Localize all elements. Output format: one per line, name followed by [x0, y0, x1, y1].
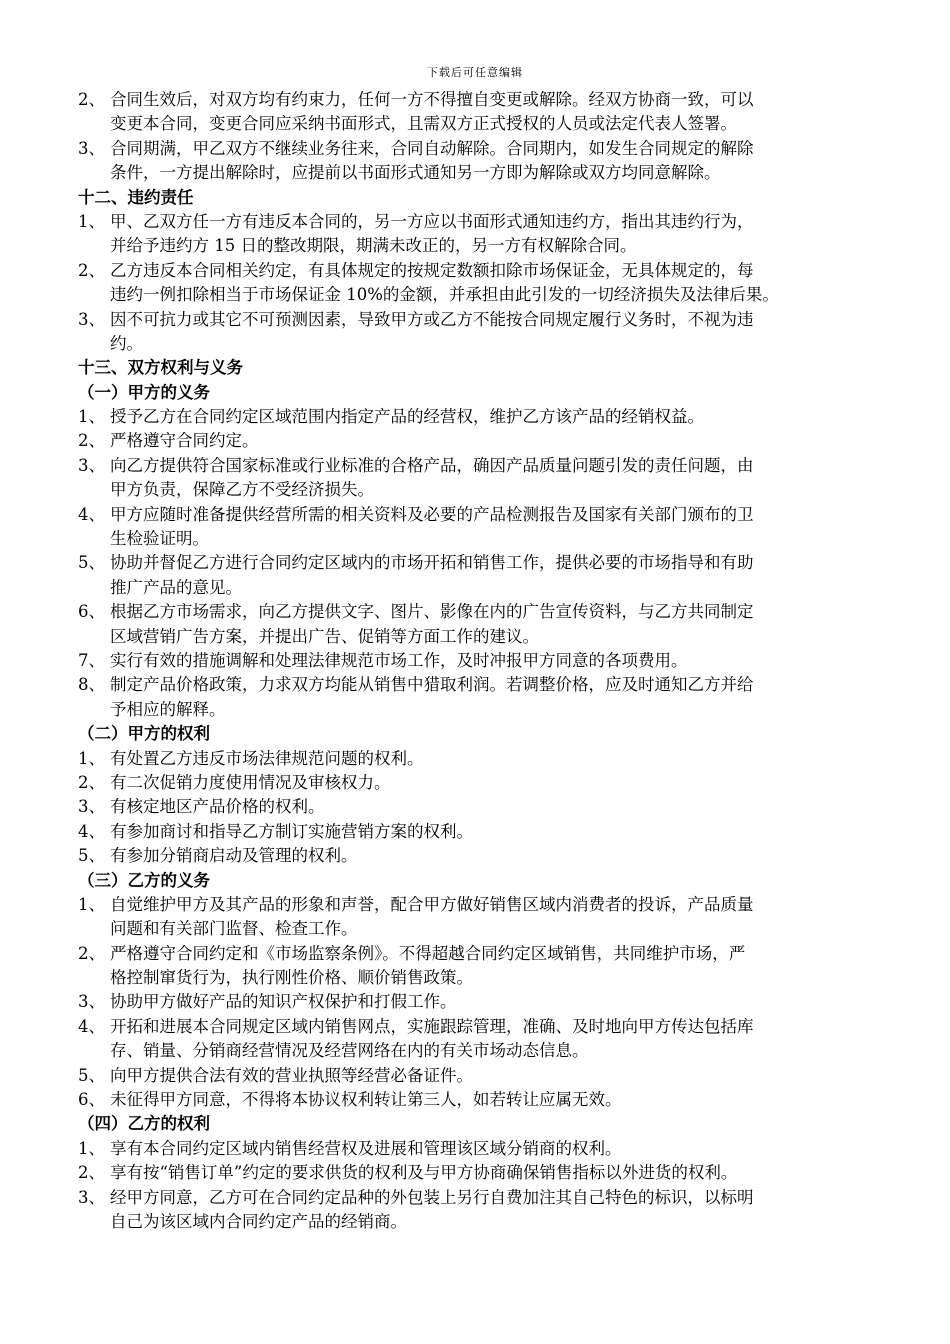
list-item — [78, 795, 878, 819]
item-number: 5、 — [78, 846, 105, 866]
item-number: 6、 — [78, 602, 105, 622]
list-item — [78, 1137, 878, 1161]
line-text: （一）甲方的义务 — [78, 382, 210, 402]
line-text: 自觉维护甲方及其产品的形象和声誉，配合甲方做好销售区域内消费者的投诉，产品质量 — [110, 894, 754, 914]
line-text: 严格遵守合同约定。 — [110, 431, 259, 451]
list-item-continuation — [78, 112, 878, 136]
subsection-heading — [78, 722, 878, 746]
line-text: 生检验证明。 — [110, 529, 209, 549]
item-number: 3、 — [78, 1187, 105, 1207]
list-item — [78, 405, 878, 429]
item-number: 6、 — [78, 1090, 105, 1110]
line-text: 开拓和进展本合同规定区域内销售网点，实施跟踪管理，准确、及时地向甲方传达包括库 — [110, 1016, 754, 1036]
line-text: 乙方违反本合同相关约定，有具体规定的按规定数额扣除市场保证金，无具体规定的，每 — [110, 260, 754, 280]
list-item — [78, 551, 878, 575]
document-body — [78, 88, 878, 1234]
line-text: 并给予违约方 15 日的整改期限，期满未改正的，另一方有权解除合同。 — [110, 236, 637, 256]
list-item-continuation — [78, 576, 878, 600]
item-number: 2、 — [78, 1163, 105, 1183]
line-text: 制定产品价格政策，力求双方均能从销售中猎取利润。若调整价格，应及时通知乙方并给 — [110, 675, 754, 695]
list-item — [78, 893, 878, 917]
list-item — [78, 673, 878, 697]
line-text: 推广产品的意见。 — [110, 577, 242, 597]
page-header: 下载后可任意编辑 — [427, 66, 523, 79]
item-number: 5、 — [78, 553, 105, 573]
line-text: 格控制窜货行为，执行刚性价格、顺价销售政策。 — [110, 968, 473, 988]
list-item — [78, 88, 878, 112]
line-text: 有核定地区产品价格的权利。 — [110, 797, 325, 817]
line-text: 问题和有关部门监督、检查工作。 — [110, 919, 358, 939]
list-item-continuation — [78, 527, 878, 551]
item-number: 2、 — [78, 90, 105, 109]
item-number: 4、 — [78, 1016, 105, 1036]
list-item — [78, 747, 878, 771]
list-item-continuation — [78, 917, 878, 941]
subsection-heading — [78, 381, 878, 405]
line-text: 享有按“销售订单”约定的要求供货的权利及与甲方协商确保销售指标以外进货的权利。 — [110, 1163, 738, 1183]
line-text: 因不可抗力或其它不可预测因素，导致甲方或乙方不能按合同规定履行义务时，不视为违 — [110, 309, 754, 329]
item-number: 3、 — [78, 797, 105, 817]
item-number: 2、 — [78, 943, 105, 963]
list-item — [78, 210, 878, 234]
item-number: 2、 — [78, 260, 105, 280]
item-number: 3、 — [78, 309, 105, 329]
line-text: 向甲方提供合法有效的营业执照等经营必备证件。 — [110, 1065, 473, 1085]
section-heading — [78, 356, 878, 380]
line-text: 向乙方提供符合国家标准或行业标准的合格产品，确因产品质量问题引发的责任问题，由 — [110, 455, 754, 475]
list-item — [78, 771, 878, 795]
list-item — [78, 1088, 878, 1112]
item-number: 3、 — [78, 455, 105, 475]
list-item — [78, 503, 878, 527]
list-item — [78, 942, 878, 966]
list-item — [78, 1186, 878, 1210]
item-number: 1、 — [78, 211, 105, 231]
list-item-continuation — [78, 966, 878, 990]
line-text: 协助甲方做好产品的知识产权保护和打假工作。 — [110, 992, 457, 1012]
line-text: 协助并督促乙方进行合同约定区域内的市场开拓和销售工作，提供必要的市场指导和有助 — [110, 553, 754, 573]
list-item — [78, 137, 878, 161]
list-item-continuation — [78, 1210, 878, 1234]
item-number: 4、 — [78, 504, 105, 524]
line-text: 违约一例扣除相当于市场保证金 10%的金额，并承担由此引发的一切经济损失及法律后果。 — [110, 285, 779, 305]
line-text: 区域营销广告方案，并提出广告、促销等方面工作的建议。 — [110, 626, 539, 646]
line-text: 十三、双方权利与义务 — [78, 358, 243, 378]
line-text: 合同生效后，对双方均有约束力，任何一方不得擅自变更或解除。经双方协商一致，可以 — [110, 90, 754, 109]
item-number: 8、 — [78, 675, 105, 695]
list-item-continuation — [78, 478, 878, 502]
line-text: 甲、乙双方任一方有违反本合同的，另一方应以书面形式通知违约方，指出其违约行为， — [110, 211, 754, 231]
subsection-heading — [78, 1112, 878, 1136]
list-item — [78, 600, 878, 624]
line-text: 有参加商讨和指导乙方制订实施营销方案的权利。 — [110, 821, 473, 841]
line-text: 甲方应随时准备提供经营所需的相关资料及必要的产品检测报告及国家有关部门颁布的卫 — [110, 504, 754, 524]
list-item-continuation — [78, 234, 878, 258]
line-text: 有处置乙方违反市场法律规范问题的权利。 — [110, 748, 424, 768]
list-item — [78, 1161, 878, 1185]
line-text: 有参加分销商启动及管理的权利。 — [110, 846, 358, 866]
list-item — [78, 308, 878, 332]
line-text: 甲方负责，保障乙方不受经济损失。 — [110, 480, 374, 500]
subsection-heading — [78, 869, 878, 893]
line-text: 变更本合同，变更合同应采纳书面形式，且需双方正式授权的人员或法定代表人签署。 — [110, 114, 737, 134]
line-text: 约。 — [110, 333, 143, 353]
item-number: 2、 — [78, 431, 105, 451]
line-text: 予相应的解释。 — [110, 699, 226, 719]
line-text: 合同期满，甲乙双方不继续业务往来，合同自动解除。合同期内，如发生合同规定的解除 — [110, 138, 754, 158]
list-item — [78, 429, 878, 453]
list-item — [78, 1064, 878, 1088]
line-text: 经甲方同意，乙方可在合同约定品种的外包装上另行自费加注其自己特色的标识，以标明 — [110, 1187, 754, 1207]
line-text: 实行有效的措施调解和处理法律规范市场工作，及时冲报甲方同意的各项费用。 — [110, 650, 688, 670]
list-item-continuation — [78, 625, 878, 649]
line-text: （三）乙方的义务 — [78, 870, 210, 890]
item-number: 3、 — [78, 138, 105, 158]
line-text: （二）甲方的权利 — [78, 724, 210, 744]
line-text: 授予乙方在合同约定区域范围内指定产品的经营权，维护乙方该产品的经销权益。 — [110, 407, 704, 427]
line-text: 自己为该区域内合同约定产品的经销商。 — [110, 1211, 407, 1231]
line-text: 未征得甲方同意，不得将本协议权利转让第三人，如若转让应属无效。 — [110, 1090, 622, 1110]
line-text: （四）乙方的权利 — [78, 1114, 210, 1134]
item-number: 2、 — [78, 772, 105, 792]
list-item-continuation — [78, 283, 878, 307]
list-item — [78, 1015, 878, 1039]
line-text: 存、销量、分销商经营情况及经营网络在内的有关市场动态信息。 — [110, 1041, 589, 1061]
list-item — [78, 259, 878, 283]
list-item — [78, 820, 878, 844]
item-number: 1、 — [78, 894, 105, 914]
item-number: 4、 — [78, 821, 105, 841]
item-number: 7、 — [78, 650, 105, 670]
line-text: 根据乙方市场需求，向乙方提供文字、图片、影像在内的广告宣传资料，与乙方共同制定 — [110, 602, 754, 622]
item-number: 3、 — [78, 992, 105, 1012]
list-item-continuation — [78, 161, 878, 185]
list-item — [78, 454, 878, 478]
line-text: 有二次促销力度使用情况及审核权力。 — [110, 772, 391, 792]
list-item-continuation — [78, 698, 878, 722]
list-item-continuation — [78, 332, 878, 356]
item-number: 5、 — [78, 1065, 105, 1085]
list-item — [78, 990, 878, 1014]
list-item — [78, 649, 878, 673]
item-number: 1、 — [78, 1138, 105, 1158]
line-text: 享有本合同约定区域内销售经营权及进展和管理该区域分销商的权利。 — [110, 1138, 622, 1158]
section-heading — [78, 186, 878, 210]
item-number: 1、 — [78, 407, 105, 427]
list-item-continuation — [78, 1039, 878, 1063]
line-text: 严格遵守合同约定和《市场监察条例》。不得超越合同约定区域销售，共同维护市场，严 — [110, 943, 746, 963]
line-text: 条件，一方提出解除时，应提前以书面形式通知另一方即为解除或双方均同意解除。 — [110, 163, 721, 183]
line-text: 十二、违约责任 — [78, 187, 194, 207]
list-item — [78, 844, 878, 868]
item-number: 1、 — [78, 748, 105, 768]
